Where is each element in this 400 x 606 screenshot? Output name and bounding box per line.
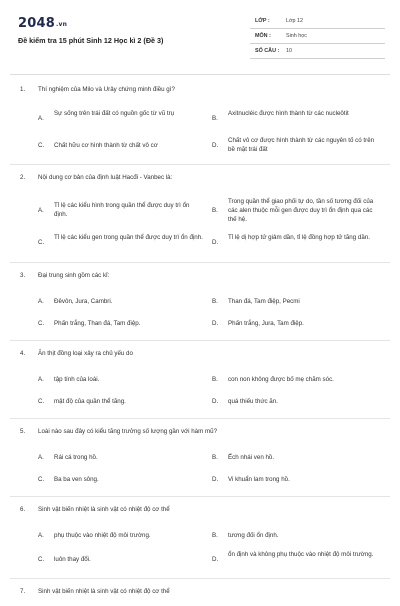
option-letter: D.: [212, 319, 219, 327]
question-head: [0, 580, 400, 606]
question-number: 7.: [20, 588, 26, 595]
option-letter: C.: [38, 397, 45, 405]
question-number: 4.: [20, 350, 26, 357]
answer-option-d[interactable]: [212, 390, 382, 412]
option-letter: B.: [212, 453, 218, 461]
option-text: Rái cá trong hồ.: [54, 453, 98, 461]
question-5: [0, 420, 400, 483]
option-letter: D.: [212, 475, 219, 483]
answer-option-a[interactable]: [38, 368, 208, 390]
option-letter: D.: [212, 397, 219, 405]
answer-option-c[interactable]: [38, 228, 208, 256]
question-head: [0, 78, 400, 104]
option-text: phụ thuộc vào nhiệt độ môi trường.: [54, 531, 151, 539]
option-text: con non không được bố mẹ chăm sóc.: [228, 375, 334, 383]
option-text: Phấn trắng, Jura, Tam điệp.: [228, 319, 304, 327]
option-text: Ếch nhái ven hồ.: [228, 453, 275, 461]
option-letter: B.: [212, 114, 218, 122]
question-text: Sinh vật biến nhiệt là sinh vật có nhiệt độ cơ thể: [38, 588, 170, 595]
answer-option-b[interactable]: [212, 368, 382, 390]
question-4: [0, 342, 400, 405]
question-text: Ăn thịt đồng loại xảy ra chủ yếu do: [38, 350, 133, 357]
question-separator: [10, 340, 390, 341]
option-letter: C.: [38, 319, 45, 327]
option-text: ổn định và không phụ thuộc vào nhiệt độ môi trường.: [228, 551, 374, 558]
question-separator: [10, 164, 390, 165]
header-divider: [10, 74, 390, 75]
question-text: Loài nào sau đây có kiểu tăng trưởng số lượng gần với hàm mũ?: [38, 428, 218, 435]
option-text: Than đá, Tam điệp, Pecmi: [228, 297, 300, 305]
answer-option-a[interactable]: [38, 104, 208, 132]
question-head: [0, 420, 400, 446]
question-3: [0, 264, 400, 327]
answer-option-c[interactable]: [38, 468, 208, 490]
question-2: [0, 166, 400, 246]
option-text: Tỉ lệ dị hợp tử giảm dần, tỉ lệ đồng hợp tử tăng dần.: [228, 234, 370, 241]
question-number: 3.: [20, 272, 26, 279]
question-text: Thí nghiệm của Milo và Urây chứng minh điều gì?: [38, 86, 175, 93]
option-text: tập tính của loài.: [54, 375, 100, 383]
meta-row-class: [250, 14, 385, 29]
option-text: luôn thay đổi.: [54, 555, 91, 563]
option-text: Sự sống trên trái đất có nguồn gốc từ vũ trụ: [54, 110, 175, 117]
option-letter: A.: [38, 114, 44, 122]
question-separator: [10, 262, 390, 263]
meta-value: Sinh học: [286, 33, 307, 39]
option-letter: D.: [212, 238, 219, 246]
option-text: Axitnucléic được hình thành từ các nucleôtit: [228, 110, 349, 117]
answer-option-d[interactable]: [212, 312, 382, 334]
meta-key: LỚP :: [255, 18, 270, 24]
site-logo[interactable]: [18, 16, 67, 31]
question-number: 5.: [20, 428, 26, 435]
answer-option-b[interactable]: [212, 192, 382, 228]
question-separator: [10, 578, 390, 579]
option-text: quá thiếu thức ăn.: [228, 397, 278, 405]
option-text: Vi khuẩn lam trong hồ.: [228, 475, 290, 483]
answer-option-c[interactable]: [38, 312, 208, 334]
answer-option-a[interactable]: [38, 524, 208, 546]
option-text: mật độ của quần thể tăng.: [54, 397, 126, 405]
option-letter: D.: [212, 555, 219, 563]
option-text: Chất hữu cơ hình thành từ chất vô cơ: [54, 141, 158, 149]
option-text: Đêvôn, Jura, Cambri.: [54, 297, 113, 305]
option-text: Tỉ lệ các kiểu hình trong quần thể được duy trì ổn định.: [54, 202, 190, 218]
meta-row-count: [250, 44, 385, 59]
option-text: Ba ba ven sông.: [54, 475, 99, 483]
answer-option-d[interactable]: [212, 468, 382, 490]
option-text: Trong quần thể giao phối tự do, tần số tương đối của các alen thuộc mỗi gen được duy trì ổn định qua các thế hệ.: [228, 197, 374, 223]
question-text: Nội dung cơ bản của định luật Hacđi - Vanbec là:: [38, 174, 173, 181]
question-head: [0, 166, 400, 192]
question-text: Đại trung sinh gồm các kỉ:: [38, 272, 110, 279]
question-number: 2.: [20, 174, 26, 181]
option-letter: A.: [38, 453, 44, 461]
question-separator: [10, 418, 390, 419]
option-text: Tỉ lệ các kiểu gen trong quần thể được duy trì ổn định.: [54, 234, 203, 241]
answer-option-a[interactable]: [38, 446, 208, 468]
option-letter: A.: [38, 375, 44, 383]
meta-value: 10: [286, 48, 292, 54]
option-letter: A.: [38, 206, 44, 214]
option-letter: C.: [38, 475, 45, 483]
exam-meta: [250, 14, 385, 59]
option-letter: D.: [212, 141, 219, 149]
option-letter: B.: [212, 531, 218, 539]
option-letter: C.: [38, 555, 45, 563]
meta-key: SỐ CÂU :: [255, 48, 280, 54]
question-head: [0, 264, 400, 290]
answer-option-d[interactable]: [212, 228, 382, 256]
meta-key: MÔN :: [255, 33, 271, 39]
question-number: 1.: [20, 86, 26, 93]
question-number: 6.: [20, 506, 26, 513]
option-letter: A.: [38, 531, 44, 539]
option-letter: B.: [212, 375, 218, 383]
question-text: Sinh vật biến nhiệt là sinh vật có nhiệt độ cơ thể: [38, 506, 170, 513]
answer-option-d[interactable]: [212, 132, 382, 158]
question-7: [0, 580, 400, 606]
option-letter: C.: [38, 141, 45, 149]
option-text: Chất vô cơ được hình thành từ các nguyên tố có trên bề mặt trái đất: [228, 137, 375, 153]
question-6: [0, 498, 400, 563]
question-head: [0, 498, 400, 524]
answer-option-c[interactable]: [38, 390, 208, 412]
question-head: [0, 342, 400, 368]
logo-main: 2048: [18, 16, 55, 31]
logo-tld: .vn: [55, 21, 68, 28]
option-letter: B.: [212, 297, 218, 305]
option-text: Phấn trắng, Than đá, Tam điệp.: [54, 319, 141, 327]
answer-option-c[interactable]: [38, 546, 208, 572]
option-letter: B.: [212, 206, 218, 214]
meta-row-subject: [250, 29, 385, 44]
question-1: [0, 78, 400, 153]
exam-title: Đề kiểm tra 15 phút Sinh 12 Học kì 2 (Đề 3): [18, 36, 164, 45]
page-header: [0, 0, 400, 72]
answer-option-c[interactable]: [38, 132, 208, 158]
answer-option-b[interactable]: [212, 104, 382, 132]
option-letter: A.: [38, 297, 44, 305]
answer-option-b[interactable]: [212, 446, 382, 468]
option-text: tương đối ổn định.: [228, 531, 279, 539]
option-letter: C.: [38, 238, 45, 246]
answer-option-d[interactable]: [212, 546, 382, 572]
answer-option-b[interactable]: [212, 290, 382, 312]
answer-option-b[interactable]: [212, 524, 382, 546]
meta-value: Lớp 12: [286, 18, 304, 24]
answer-option-a[interactable]: [38, 192, 208, 228]
question-separator: [10, 496, 390, 497]
answer-option-a[interactable]: [38, 290, 208, 312]
